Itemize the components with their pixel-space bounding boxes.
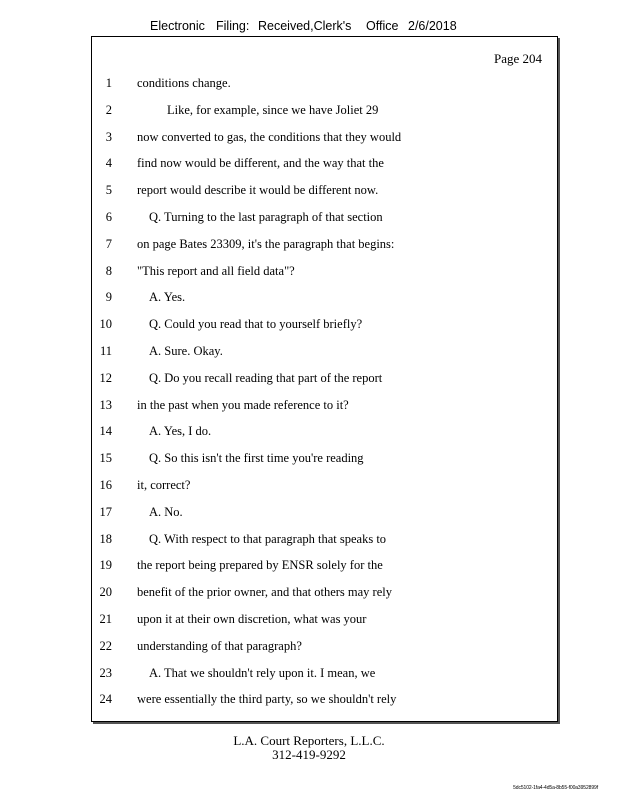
transcript-line: understanding of that paragraph? [137, 638, 302, 653]
line-number: 15 [99, 451, 112, 466]
transcript-line: Q. With respect to that paragraph that speaks to [149, 531, 387, 546]
transcript-line: A. That we shouldn't rely upon it. I mean, we [149, 665, 376, 680]
transcript-line: now converted to gas, the conditions that they would [137, 129, 402, 144]
line-number: 18 [99, 531, 112, 546]
line-number: 12 [99, 370, 112, 385]
transcript-line: A. No. [149, 504, 183, 519]
line-number: 11 [99, 344, 112, 358]
transcript-line: benefit of the prior owner, and that others may rely [137, 585, 392, 600]
line-number: 4 [105, 156, 112, 171]
line-number: 19 [99, 558, 112, 573]
line-number: 10 [99, 317, 112, 332]
transcript-line: Q. Do you recall reading that part of the report [149, 370, 383, 385]
line-number: 1 [105, 76, 112, 90]
transcript-line: the report being prepared by ENSR solely for the [137, 558, 383, 573]
line-number: 7 [105, 236, 112, 251]
transcript-line: were essentially the third party, so we shouldn't rely [137, 692, 397, 707]
line-number: 6 [105, 210, 112, 224]
footer-phone: 312-419-9292 [272, 747, 346, 762]
transcript-line: Like, for example, since we have Joliet 29 [167, 102, 379, 117]
transcript-line: conditions change. [137, 76, 231, 90]
line-number: 17 [99, 504, 112, 519]
transcript-line: report would describe it would be different now. [137, 183, 379, 198]
transcript-line: in the past when you made reference to it? [137, 397, 349, 412]
transcript-line: on page Bates 23309, it's the paragraph that begins: [137, 236, 395, 251]
transcript-line: "This report and all field data"? [137, 263, 295, 278]
header-word-filing: Filing: [216, 19, 250, 33]
transcript-line: A. Sure. Okay. [149, 344, 223, 358]
transcript-line: Q. So this isn't the first time you're reading [149, 451, 364, 466]
line-number: 21 [99, 612, 112, 626]
document-hash: 5dc5102-1fa4-4d5a-8b55-f00a3952899f [513, 785, 598, 791]
line-number: 23 [99, 665, 112, 680]
transcript-line: it, correct? [137, 478, 191, 492]
line-number: 8 [105, 263, 112, 278]
line-number: 9 [105, 290, 112, 305]
transcript-line: A. Yes, I do. [149, 424, 212, 439]
transcript-line: Q. Could you read that to yourself briefly? [149, 317, 363, 332]
line-number: 24 [99, 692, 112, 707]
filing-stamp-header [0, 19, 618, 37]
line-number: 5 [105, 183, 112, 198]
header-date: 2/6/2018 [408, 19, 457, 33]
line-number: 14 [99, 424, 112, 439]
transcript-page [91, 36, 558, 722]
line-number: 20 [99, 585, 112, 600]
page-number: Page 204 [493, 51, 542, 66]
footer-company: L.A. Court Reporters, L.L.C. [233, 733, 385, 748]
header-word-office: Office [366, 19, 399, 33]
line-number: 13 [99, 397, 112, 412]
header-word-electronic: Electronic [150, 19, 205, 33]
header-word-received: Received,Clerk's [258, 19, 352, 33]
transcript-line: upon it at their own discretion, what was your [137, 612, 367, 626]
line-number: 2 [105, 102, 112, 117]
line-number: 3 [105, 129, 112, 144]
transcript-line: Q. Turning to the last paragraph of that section [149, 210, 383, 224]
transcript-line: find now would be different, and the way that the [137, 156, 384, 171]
line-number: 16 [99, 478, 112, 492]
transcript-line: A. Yes. [149, 290, 186, 305]
line-number: 22 [99, 638, 112, 653]
